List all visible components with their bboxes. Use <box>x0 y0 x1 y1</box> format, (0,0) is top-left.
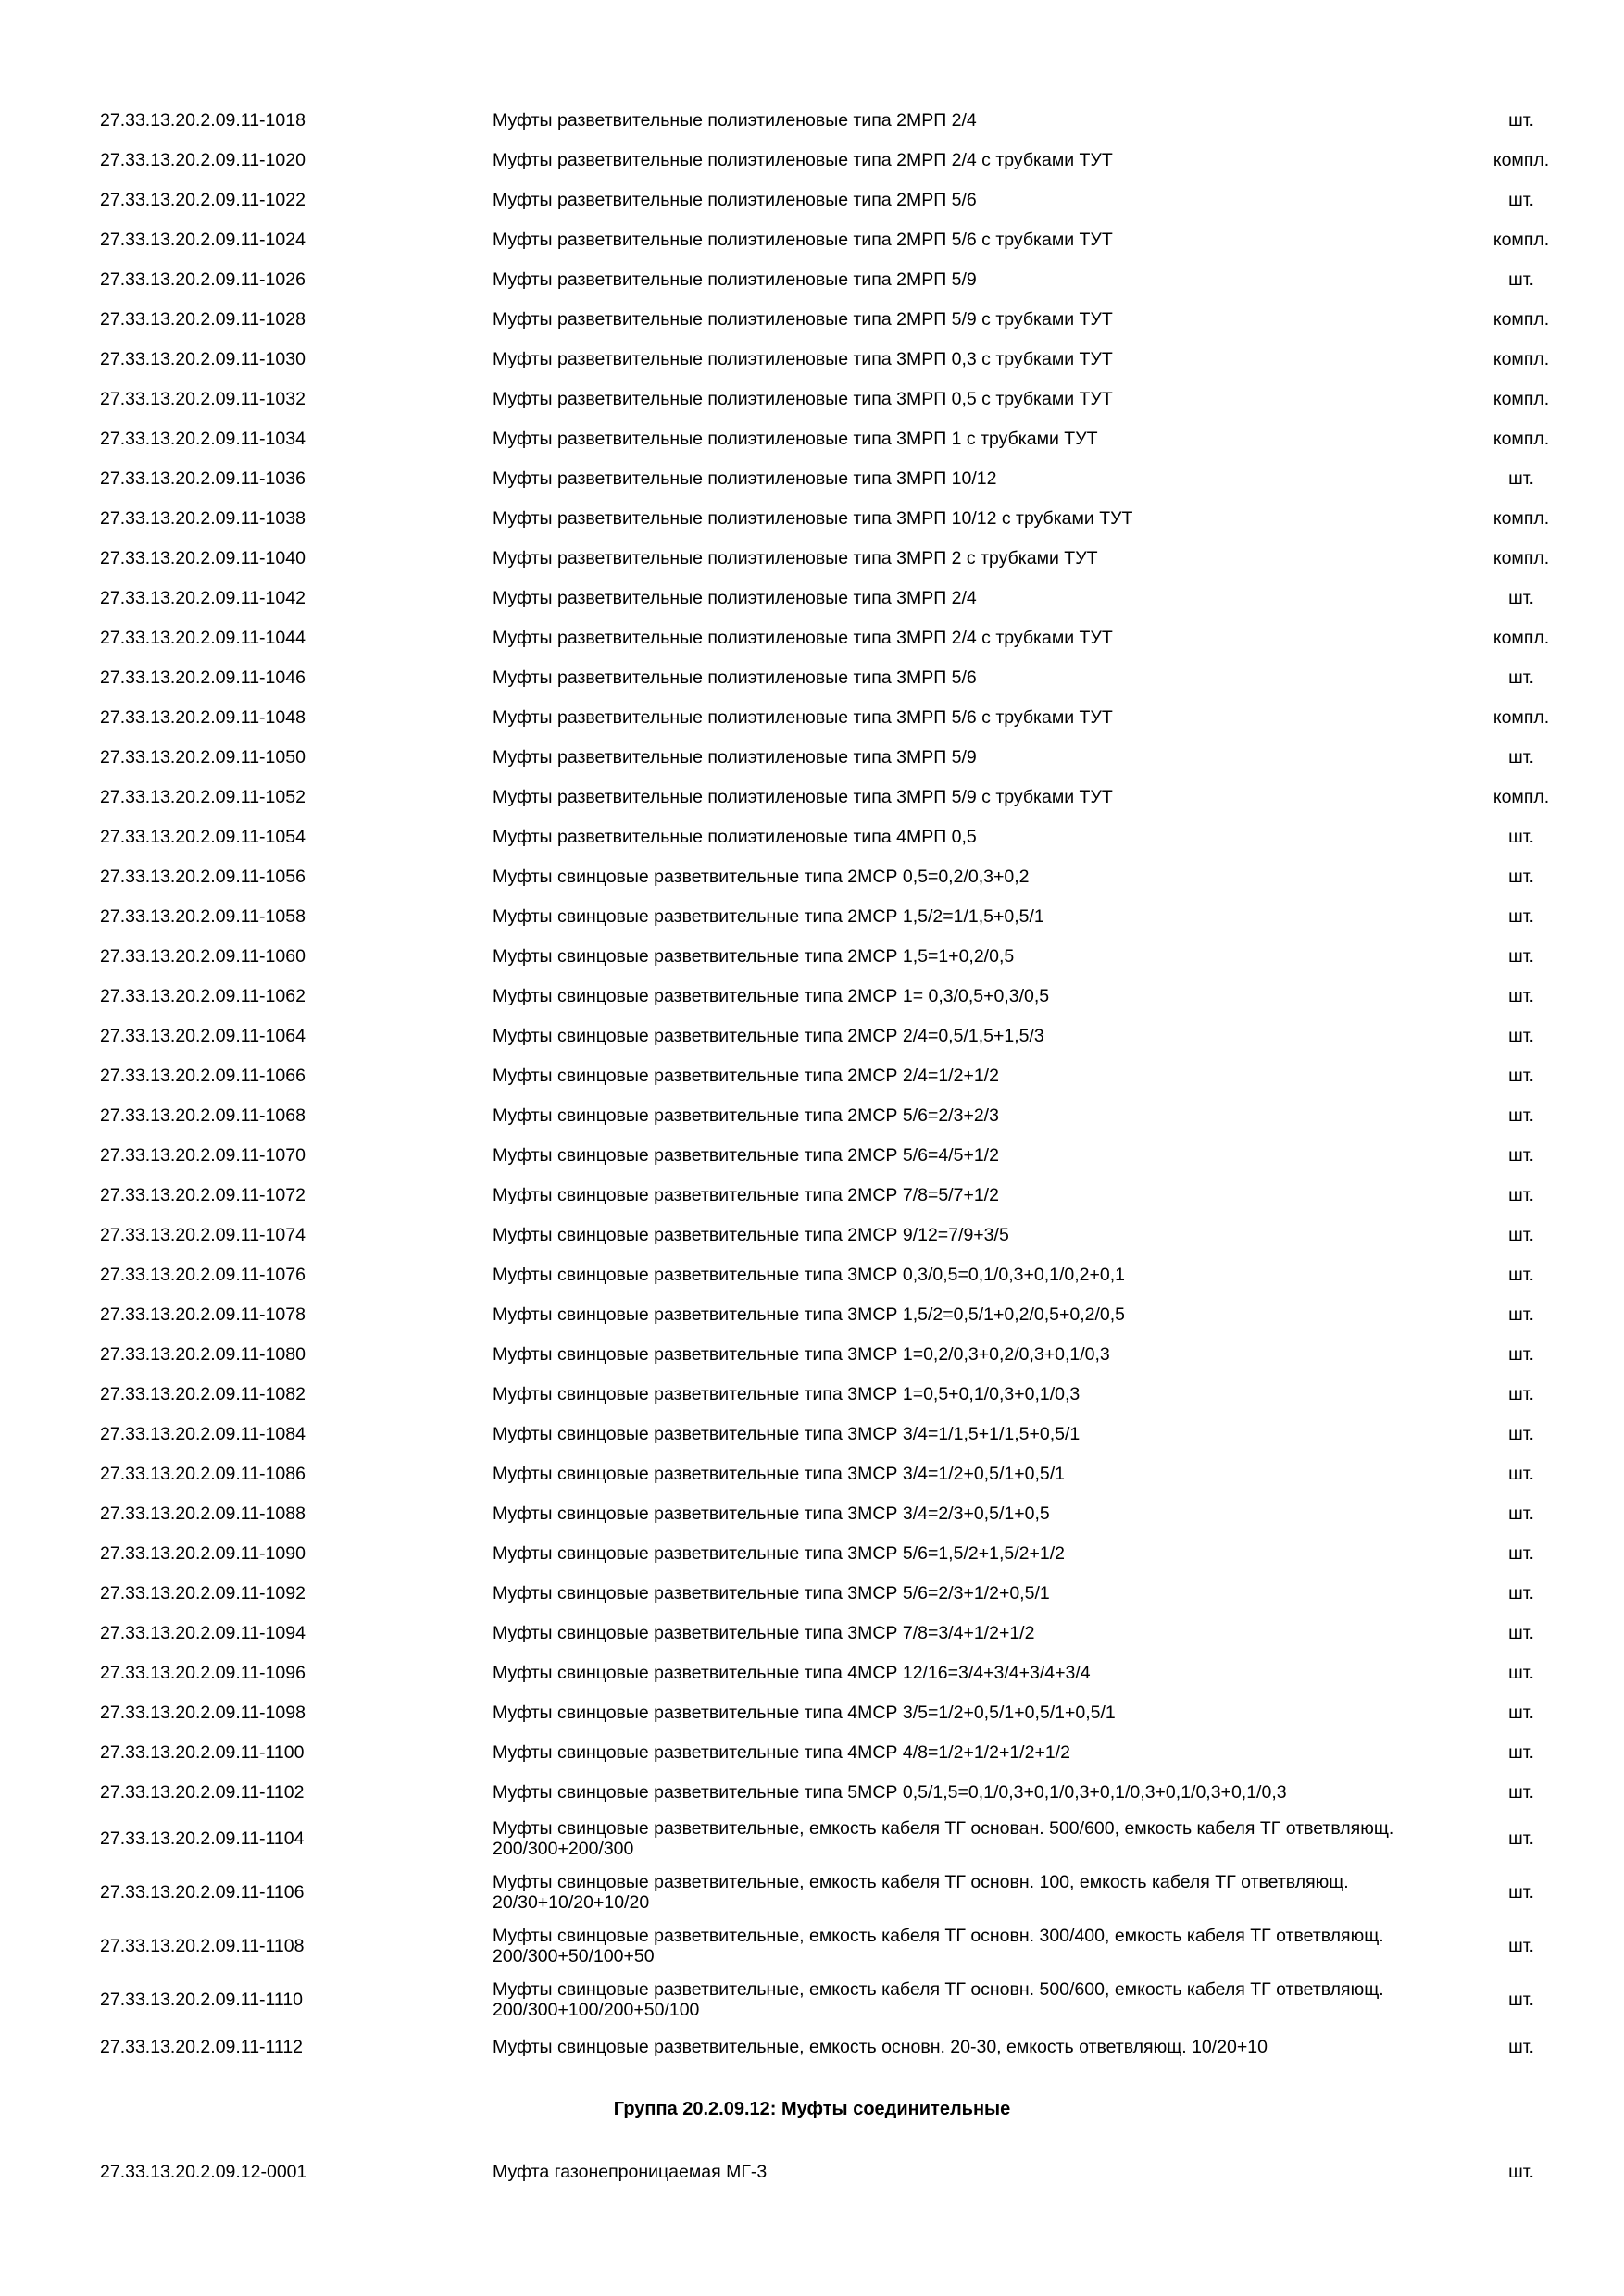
resource-name <box>493 538 1465 578</box>
unit-of-measure: шт. <box>1508 109 1534 131</box>
unit-of-measure: шт. <box>1508 1383 1534 1404</box>
resource-code: 27.33.13.20.2.09.11-1102 <box>100 1781 305 1803</box>
resource-name-text: Муфты свинцовые разветвительные типа 3МСР 1=0,5+0,1/0,3+0,1/0,3 <box>493 1383 1081 1404</box>
resource-name <box>493 1973 1465 2027</box>
table-row <box>0 1653 1624 1692</box>
resource-name <box>493 1812 1465 1866</box>
resource-name <box>493 777 1465 817</box>
unit-of-measure: компл. <box>1493 229 1550 250</box>
unit-of-measure: компл. <box>1493 308 1550 330</box>
table-row <box>0 1135 1624 1175</box>
resource-code: 27.33.13.20.2.09.11-1042 <box>100 587 306 608</box>
table-row <box>0 657 1624 697</box>
resource-code: 27.33.13.20.2.09.11-1088 <box>100 1503 306 1524</box>
resource-name-text: Муфты свинцовые разветвительные типа 3МСР 5/6=1,5/2+1,5/2+1/2 <box>493 1542 1065 1564</box>
table-row <box>0 1866 1624 1919</box>
resource-name <box>493 1866 1465 1919</box>
table-row <box>0 458 1624 498</box>
resource-name-text: Муфты разветвительные полиэтиленовые типа 2МРП 5/6 <box>493 189 977 210</box>
resource-code: 27.33.13.20.2.09.11-1098 <box>100 1702 306 1723</box>
table-row <box>0 339 1624 379</box>
table-row <box>0 1732 1624 1772</box>
table-row <box>0 976 1624 1016</box>
resource-name <box>493 1692 1465 1732</box>
resource-name-text: Муфты свинцовые разветвительные, емкость кабеля ТГ основн. 300/400, емкость кабеля ТГ ответвляющ. 200/300+50/100+50 <box>493 1926 1384 1966</box>
resource-code: 27.33.13.20.2.09.11-1054 <box>100 826 306 847</box>
resource-name <box>493 1732 1465 1772</box>
unit-of-measure: шт. <box>1508 1264 1534 1285</box>
unit-of-measure: шт. <box>1508 1503 1534 1524</box>
unit-of-measure: шт. <box>1508 1184 1534 1205</box>
resource-code: 27.33.13.20.2.09.11-1056 <box>100 866 306 887</box>
resource-name-text: Муфты разветвительные полиэтиленовые типа 3МРП 0,3 с трубками ТУТ <box>493 348 1113 369</box>
resource-name <box>493 1374 1465 1414</box>
unit-of-measure: компл. <box>1493 388 1550 409</box>
resource-name <box>493 697 1465 737</box>
table-row <box>0 777 1624 817</box>
resource-code: 27.33.13.20.2.09.11-1100 <box>100 1741 305 1763</box>
resource-code: 27.33.13.20.2.09.11-1096 <box>100 1662 306 1683</box>
resource-code: 27.33.13.20.2.09.11-1028 <box>100 308 306 330</box>
unit-of-measure: шт. <box>1508 1936 1534 1956</box>
table-row <box>0 2027 1624 2066</box>
resource-name-text: Муфты разветвительные полиэтиленовые типа 2МРП 2/4 с трубками ТУТ <box>493 149 1113 170</box>
resource-code: 27.33.13.20.2.09.11-1034 <box>100 428 306 449</box>
table-row <box>0 578 1624 618</box>
resource-code: 27.33.13.20.2.09.11-1064 <box>100 1025 306 1046</box>
resource-name-text: Муфта газонепроницаемая МГ-3 <box>493 2161 768 2182</box>
resource-name <box>493 219 1465 259</box>
table-row <box>0 1055 1624 1095</box>
resource-name-text: Муфты разветвительные полиэтиленовые типа 3МРП 5/9 <box>493 746 977 767</box>
unit-of-measure: компл. <box>1493 507 1550 529</box>
resource-name <box>493 339 1465 379</box>
group-heading: Группа 20.2.09.12: Муфты соединительные <box>613 2098 1011 2119</box>
resource-code: 27.33.13.20.2.09.11-1068 <box>100 1104 306 1126</box>
unit-of-measure: шт. <box>1508 2036 1534 2057</box>
resource-name <box>493 1454 1465 1493</box>
resource-code: 27.33.13.20.2.09.11-1070 <box>100 1144 306 1166</box>
resource-name-text: Муфты свинцовые разветвительные типа 4МСР 12/16=3/4+3/4+3/4+3/4 <box>493 1662 1091 1683</box>
resource-name <box>493 1254 1465 1294</box>
resource-name <box>493 1016 1465 1055</box>
unit-of-measure: шт. <box>1508 1144 1534 1166</box>
resource-name-text: Муфты свинцовые разветвительные типа 2МСР 5/6=4/5+1/2 <box>493 1144 999 1166</box>
resource-name <box>493 2152 1465 2191</box>
unit-of-measure: компл. <box>1493 428 1550 449</box>
resource-name <box>493 618 1465 657</box>
resource-name-text: Муфты свинцовые разветвительные типа 2МСР 5/6=2/3+2/3 <box>493 1104 999 1126</box>
table-row <box>0 140 1624 180</box>
unit-of-measure: шт. <box>1508 866 1534 887</box>
unit-of-measure: компл. <box>1493 547 1550 568</box>
resource-name <box>493 1135 1465 1175</box>
unit-of-measure: шт. <box>1508 826 1534 847</box>
resource-code: 27.33.13.20.2.09.11-1106 <box>100 1882 305 1903</box>
unit-of-measure: шт. <box>1508 1463 1534 1484</box>
unit-of-measure: шт. <box>1508 945 1534 967</box>
resource-name <box>493 100 1465 140</box>
table-row <box>0 2152 1624 2191</box>
resource-name <box>493 1294 1465 1334</box>
resource-name <box>493 180 1465 219</box>
resource-name-text: Муфты свинцовые разветвительные, емкость кабеля ТГ основан. 500/600, емкость кабеля ТГ ответвляющ. 200/300+200/300 <box>493 1818 1394 1859</box>
resource-name-text: Муфты свинцовые разветвительные типа 2МСР 7/8=5/7+1/2 <box>493 1184 999 1205</box>
table-row <box>0 1533 1624 1573</box>
table-row <box>0 418 1624 458</box>
unit-of-measure: шт. <box>1508 1542 1534 1564</box>
unit-of-measure: компл. <box>1493 627 1550 648</box>
resource-name <box>493 1055 1465 1095</box>
resource-code: 27.33.13.20.2.09.11-1060 <box>100 945 306 967</box>
resource-name-text: Муфты разветвительные полиэтиленовые типа 3МРП 5/9 с трубками ТУТ <box>493 786 1113 807</box>
resource-code: 27.33.13.20.2.09.11-1052 <box>100 786 306 807</box>
table-row <box>0 180 1624 219</box>
resource-name <box>493 2027 1465 2066</box>
resource-name-text: Муфты свинцовые разветвительные типа 3МСР 3/4=1/1,5+1/1,5+0,5/1 <box>493 1423 1081 1444</box>
resource-code: 27.33.13.20.2.09.11-1094 <box>100 1622 306 1643</box>
table-row <box>0 1215 1624 1254</box>
table-row <box>0 896 1624 936</box>
unit-of-measure: шт. <box>1508 667 1534 688</box>
resource-code: 27.33.13.20.2.09.11-1076 <box>100 1264 306 1285</box>
resource-code: 27.33.13.20.2.09.11-1080 <box>100 1343 306 1365</box>
table-row <box>0 737 1624 777</box>
resource-name <box>493 657 1465 697</box>
unit-of-measure: шт. <box>1508 1304 1534 1325</box>
table-row <box>0 1095 1624 1135</box>
resource-name-text: Муфты свинцовые разветвительные типа 2МСР 2/4=0,5/1,5+1,5/3 <box>493 1025 1044 1046</box>
price-list-table <box>0 100 1624 2191</box>
resource-code: 27.33.13.20.2.09.11-1046 <box>100 667 306 688</box>
resource-name-text: Муфты свинцовые разветвительные, емкость кабеля ТГ основн. 500/600, емкость кабеля ТГ ответвляющ. 200/300+100/200+50/100 <box>493 1979 1384 2020</box>
resource-code: 27.33.13.20.2.09.11-1108 <box>100 1936 305 1956</box>
unit-of-measure: шт. <box>1508 1781 1534 1803</box>
resource-name <box>493 458 1465 498</box>
resource-name-text: Муфты свинцовые разветвительные типа 3МСР 7/8=3/4+1/2+1/2 <box>493 1622 1035 1643</box>
unit-of-measure: шт. <box>1508 1423 1534 1444</box>
unit-of-measure: компл. <box>1493 706 1550 728</box>
resource-code: 27.33.13.20.2.09.11-1024 <box>100 229 306 250</box>
unit-of-measure: шт. <box>1508 1343 1534 1365</box>
resource-name-text: Муфты разветвительные полиэтиленовые типа 3МРП 10/12 <box>493 468 997 489</box>
resource-name <box>493 1919 1465 1973</box>
resource-name <box>493 1573 1465 1613</box>
table-row <box>0 299 1624 339</box>
resource-name <box>493 1493 1465 1533</box>
resource-name <box>493 299 1465 339</box>
table-row <box>0 219 1624 259</box>
resource-name <box>493 498 1465 538</box>
unit-of-measure: шт. <box>1508 1582 1534 1603</box>
resource-name-text: Муфты свинцовые разветвительные типа 3МСР 1,5/2=0,5/1+0,2/0,5+0,2/0,5 <box>493 1304 1126 1325</box>
resource-name <box>493 259 1465 299</box>
resource-name-text: Муфты свинцовые разветвительные типа 3МСР 3/4=2/3+0,5/1+0,5 <box>493 1503 1050 1524</box>
resource-name-text: Муфты свинцовые разветвительные типа 2МСР 0,5=0,2/0,3+0,2 <box>493 866 1030 887</box>
table-row <box>0 1374 1624 1414</box>
table-row <box>0 1919 1624 1973</box>
resource-code: 27.33.13.20.2.09.11-1032 <box>100 388 306 409</box>
resource-name <box>493 1613 1465 1653</box>
resource-name-text: Муфты свинцовые разветвительные типа 3МСР 1=0,2/0,3+0,2/0,3+0,1/0,3 <box>493 1343 1110 1365</box>
unit-of-measure: компл. <box>1493 149 1550 170</box>
resource-name-text: Муфты свинцовые разветвительные типа 4МСР 3/5=1/2+0,5/1+0,5/1+0,5/1 <box>493 1702 1116 1723</box>
resource-code: 27.33.13.20.2.09.11-1092 <box>100 1582 306 1603</box>
unit-of-measure: шт. <box>1508 1741 1534 1763</box>
resource-name <box>493 817 1465 856</box>
resource-code: 27.33.13.20.2.09.11-1112 <box>100 2036 304 2057</box>
table-row <box>0 1454 1624 1493</box>
table-row <box>0 1294 1624 1334</box>
resource-name <box>493 856 1465 896</box>
table-row <box>0 1254 1624 1294</box>
resource-code: 27.33.13.20.2.09.11-1030 <box>100 348 306 369</box>
unit-of-measure: шт. <box>1508 985 1534 1006</box>
unit-of-measure: шт. <box>1508 1882 1534 1903</box>
unit-of-measure: шт. <box>1508 2161 1534 2182</box>
resource-name <box>493 1215 1465 1254</box>
resource-code: 27.33.13.20.2.09.11-1050 <box>100 746 306 767</box>
table-row <box>0 936 1624 976</box>
resource-code: 27.33.13.20.2.09.11-1084 <box>100 1423 306 1444</box>
resource-name <box>493 976 1465 1016</box>
table-row <box>0 379 1624 418</box>
resource-name-text: Муфты свинцовые разветвительные, емкость основн. 20-30, емкость ответвляющ. 10/20+10 <box>493 2036 1268 2057</box>
unit-of-measure: компл. <box>1493 348 1550 369</box>
resource-name-text: Муфты разветвительные полиэтиленовые типа 4МРП 0,5 <box>493 826 977 847</box>
resource-name-text: Муфты разветвительные полиэтиленовые типа 3МРП 2/4 <box>493 587 977 608</box>
resource-code: 27.33.13.20.2.09.11-1110 <box>100 1990 304 2010</box>
unit-of-measure: шт. <box>1508 189 1534 210</box>
table-row <box>0 817 1624 856</box>
table-row <box>0 1613 1624 1653</box>
unit-of-measure: шт. <box>1508 1662 1534 1683</box>
resource-name <box>493 896 1465 936</box>
resource-code: 27.33.13.20.2.09.11-1074 <box>100 1224 306 1245</box>
resource-name <box>493 578 1465 618</box>
resource-name <box>493 1772 1465 1812</box>
resource-name <box>493 1334 1465 1374</box>
unit-of-measure: шт. <box>1508 1065 1534 1086</box>
resource-name-text: Муфты свинцовые разветвительные типа 2МСР 2/4=1/2+1/2 <box>493 1065 999 1086</box>
table-row <box>0 538 1624 578</box>
resource-name <box>493 1095 1465 1135</box>
resource-name-text: Муфты свинцовые разветвительные, емкость кабеля ТГ основн. 100, емкость кабеля ТГ ответвляющ. 20/30+10/20+10/20 <box>493 1872 1349 1913</box>
resource-name <box>493 1175 1465 1215</box>
resource-name-text: Муфты разветвительные полиэтиленовые типа 2МРП 2/4 <box>493 109 977 131</box>
resource-code: 27.33.13.20.2.09.11-1040 <box>100 547 306 568</box>
resource-name <box>493 379 1465 418</box>
table-row <box>0 1175 1624 1215</box>
resource-name-text: Муфты разветвительные полиэтиленовые типа 2МРП 5/9 с трубками ТУТ <box>493 308 1113 330</box>
unit-of-measure: шт. <box>1508 1104 1534 1126</box>
resource-code: 27.33.13.20.2.09.11-1072 <box>100 1184 306 1205</box>
unit-of-measure: компл. <box>1493 786 1550 807</box>
table-row <box>0 1414 1624 1454</box>
resource-code: 27.33.13.20.2.09.11-1086 <box>100 1463 306 1484</box>
resource-name <box>493 1533 1465 1573</box>
resource-code: 27.33.13.20.2.09.11-1022 <box>100 189 306 210</box>
table-row <box>0 1692 1624 1732</box>
unit-of-measure: шт. <box>1508 587 1534 608</box>
resource-name-text: Муфты разветвительные полиэтиленовые типа 3МРП 10/12 с трубками ТУТ <box>493 507 1133 529</box>
resource-name <box>493 936 1465 976</box>
resource-name-text: Муфты свинцовые разветвительные типа 2МСР 1,5/2=1/1,5+0,5/1 <box>493 905 1044 927</box>
unit-of-measure: шт. <box>1508 1622 1534 1643</box>
resource-code: 27.33.13.20.2.09.11-1026 <box>100 268 306 290</box>
table-row <box>0 697 1624 737</box>
unit-of-measure: шт. <box>1508 1990 1534 2010</box>
unit-of-measure: шт. <box>1508 1828 1534 1849</box>
resource-name-text: Муфты разветвительные полиэтиленовые типа 3МРП 2/4 с трубками ТУТ <box>493 627 1113 648</box>
table-row <box>0 856 1624 896</box>
resource-name-text: Муфты разветвительные полиэтиленовые типа 3МРП 1 с трубками ТУТ <box>493 428 1098 449</box>
table-row <box>0 1812 1624 1866</box>
resource-name-text: Муфты свинцовые разветвительные типа 4МСР 4/8=1/2+1/2+1/2+1/2 <box>493 1741 1070 1763</box>
resource-code: 27.33.13.20.2.09.11-1044 <box>100 627 306 648</box>
table-row <box>0 1573 1624 1613</box>
resource-name-text: Муфты разветвительные полиэтиленовые типа 3МРП 5/6 с трубками ТУТ <box>493 706 1113 728</box>
unit-of-measure: шт. <box>1508 905 1534 927</box>
resource-name-text: Муфты разветвительные полиэтиленовые типа 3МРП 0,5 с трубками ТУТ <box>493 388 1113 409</box>
unit-of-measure: шт. <box>1508 1702 1534 1723</box>
resource-name-text: Муфты разветвительные полиэтиленовые типа 3МРП 2 с трубками ТУТ <box>493 547 1098 568</box>
resource-code: 27.33.13.20.2.09.11-1104 <box>100 1828 305 1849</box>
resource-code: 27.33.13.20.2.09.12-0001 <box>100 2161 307 2182</box>
resource-code: 27.33.13.20.2.09.11-1018 <box>100 109 306 131</box>
resource-name <box>493 1414 1465 1454</box>
table-row <box>0 1334 1624 1374</box>
resource-name-text: Муфты свинцовые разветвительные типа 2МСР 1= 0,3/0,5+0,3/0,5 <box>493 985 1050 1006</box>
table-row <box>0 100 1624 140</box>
unit-of-measure: шт. <box>1508 1224 1534 1245</box>
resource-name-text: Муфты свинцовые разветвительные типа 3МСР 3/4=1/2+0,5/1+0,5/1 <box>493 1463 1065 1484</box>
unit-of-measure: шт. <box>1508 468 1534 489</box>
resource-name <box>493 737 1465 777</box>
table-row <box>0 1493 1624 1533</box>
resource-code: 27.33.13.20.2.09.11-1048 <box>100 706 306 728</box>
resource-name-text: Муфты свинцовые разветвительные типа 2МСР 1,5=1+0,2/0,5 <box>493 945 1015 967</box>
resource-code: 27.33.13.20.2.09.11-1082 <box>100 1383 306 1404</box>
resource-name-text: Муфты свинцовые разветвительные типа 3МСР 5/6=2/3+1/2+0,5/1 <box>493 1582 1050 1603</box>
table-row <box>0 1772 1624 1812</box>
table-row <box>0 1973 1624 2027</box>
resource-code: 27.33.13.20.2.09.11-1062 <box>100 985 306 1006</box>
resource-name-text: Муфты разветвительные полиэтиленовые типа 3МРП 5/6 <box>493 667 977 688</box>
resource-name-text: Муфты свинцовые разветвительные типа 5МСР 0,5/1,5=0,1/0,3+0,1/0,3+0,1/0,3+0,1/0,3+0,1/0,3 <box>493 1781 1287 1803</box>
table-row <box>0 618 1624 657</box>
resource-code: 27.33.13.20.2.09.11-1078 <box>100 1304 306 1325</box>
table-row <box>0 1016 1624 1055</box>
resource-name <box>493 1653 1465 1692</box>
resource-name <box>493 140 1465 180</box>
resource-name-text: Муфты разветвительные полиэтиленовые типа 2МРП 5/6 с трубками ТУТ <box>493 229 1113 250</box>
unit-of-measure: шт. <box>1508 268 1534 290</box>
resource-name-text: Муфты разветвительные полиэтиленовые типа 2МРП 5/9 <box>493 268 977 290</box>
table-row <box>0 259 1624 299</box>
resource-code: 27.33.13.20.2.09.11-1020 <box>100 149 306 170</box>
table-row <box>0 498 1624 538</box>
resource-name <box>493 418 1465 458</box>
resource-code: 27.33.13.20.2.09.11-1058 <box>100 905 306 927</box>
resource-code: 27.33.13.20.2.09.11-1038 <box>100 507 306 529</box>
unit-of-measure: шт. <box>1508 1025 1534 1046</box>
resource-name-text: Муфты свинцовые разветвительные типа 3МСР 0,3/0,5=0,1/0,3+0,1/0,2+0,1 <box>493 1264 1126 1285</box>
unit-of-measure: шт. <box>1508 746 1534 767</box>
resource-code: 27.33.13.20.2.09.11-1090 <box>100 1542 306 1564</box>
resource-name-text: Муфты свинцовые разветвительные типа 2МСР 9/12=7/9+3/5 <box>493 1224 1009 1245</box>
resource-code: 27.33.13.20.2.09.11-1036 <box>100 468 306 489</box>
resource-code: 27.33.13.20.2.09.11-1066 <box>100 1065 306 1086</box>
